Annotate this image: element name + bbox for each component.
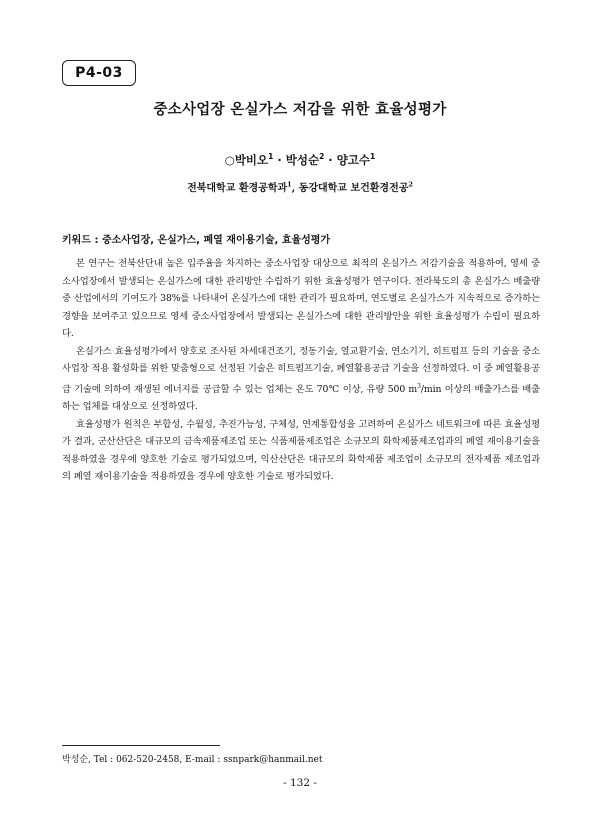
footnote-divider <box>62 745 220 746</box>
paper-title: 중소사업장 온실가스 저감을 위한 효율성평가 <box>153 102 447 118</box>
affiliation-list <box>0 179 600 194</box>
presenter-marker: ○ <box>224 153 235 167</box>
affiliation-2-mark: 2 <box>408 180 413 189</box>
cubic-superscript: 3 <box>417 382 421 390</box>
abstract-body <box>62 255 540 486</box>
affiliation-separator: , <box>291 183 299 194</box>
affiliation-2: 동강대학교 보건환경전공 <box>298 183 409 194</box>
author-3: 양고수 <box>336 153 371 167</box>
author-2: 박성순 <box>285 153 320 167</box>
abstract-paragraph-1: 본 연구는 전북산단내 높은 입주율을 차지하는 중소사업장 대상으로 최적의 온실가스 저감기술을 적용하여, 영세 중소사업장에서 발생되는 온실가스에 대한 관리방안 수립하기 위한 효율성평가 연구이다. 전라북도의 총 온실가스 배출량 중 산업에서의 기여도가 38%를 나타내어 온실가스에 대한 관리가 필요하며, 연도별로 온실가스가 지속적으로 증가하는 경향을 보여주고 있으므로 영세 중소사업장에서 발생되는 온실가스에 대한 관리방안을 위한 효율성평가 수립이 필요하다. <box>62 258 540 339</box>
author-2-affil: 2 <box>319 152 325 162</box>
affiliation-1: 전북대학교 환경공학과 <box>187 183 288 194</box>
keywords-line: 키워드 : 중소사업장, 온실가스, 폐열 재이용기술, 효율성평가 <box>62 235 331 246</box>
author-1-affil: 1 <box>268 152 274 162</box>
abstract-paragraph-2-text: 온실가스 효율성평가에서 양호로 조사된 차세대건조기, 정동기술, 열교환기술, 연소기기, 히트펌프 등의 기술을 중소사업장 적용 활성화를 위한 맞춤형으로 선정된 기술은 히트펌프기술, 폐열활용공급 기술을 선정하였다. 이 중 폐열활용공급 기술에 의하여 재생된 에너지를 공급할 수 있는 업체는 온도 70℃ 이상, 유량 500 m <box>62 345 540 395</box>
author-3-affil: 1 <box>370 152 376 162</box>
page-number: - 132 - <box>283 777 317 789</box>
author-1: 박비오 <box>234 153 269 167</box>
abstract-paragraph-2-text-end: /min 이상의 배출가스를 배출하는 업체를 대상으로 선정하였다. <box>62 383 540 413</box>
affiliation-1-mark: 1 <box>287 180 292 189</box>
session-code-badge: P4-03 <box>62 60 136 86</box>
author-list <box>0 152 600 168</box>
author-separator: · <box>324 153 337 167</box>
abstract-paragraph-3: 효율성평가 원칙은 부합성, 수월성, 추진가능성, 구체성, 연계통합성을 고려하여 온실가스 네트워크에 따른 효율성평가 결과, 군산산단은 대규모의 금속제품제조업 또는 식품제품제조업은 소규모의 화학제품제조업과의 폐열 재이용기술을 적용하였을 경우에 양호한 기술로 평가되었으며, 익산산단은 대규모의 화학제품 제조업이 소규모의 전자제품 제조업과의 폐열 재이용기술을 적용하였을 경우에 양호한 기술로 평가되었다. <box>62 418 540 483</box>
abstract-paragraph-2 <box>62 343 540 416</box>
author-separator: · <box>273 153 286 167</box>
corresponding-author-footnote: 박성순, Tel : 062-520-2458, E-mail : ssnpark@hanmail.net <box>62 755 323 765</box>
